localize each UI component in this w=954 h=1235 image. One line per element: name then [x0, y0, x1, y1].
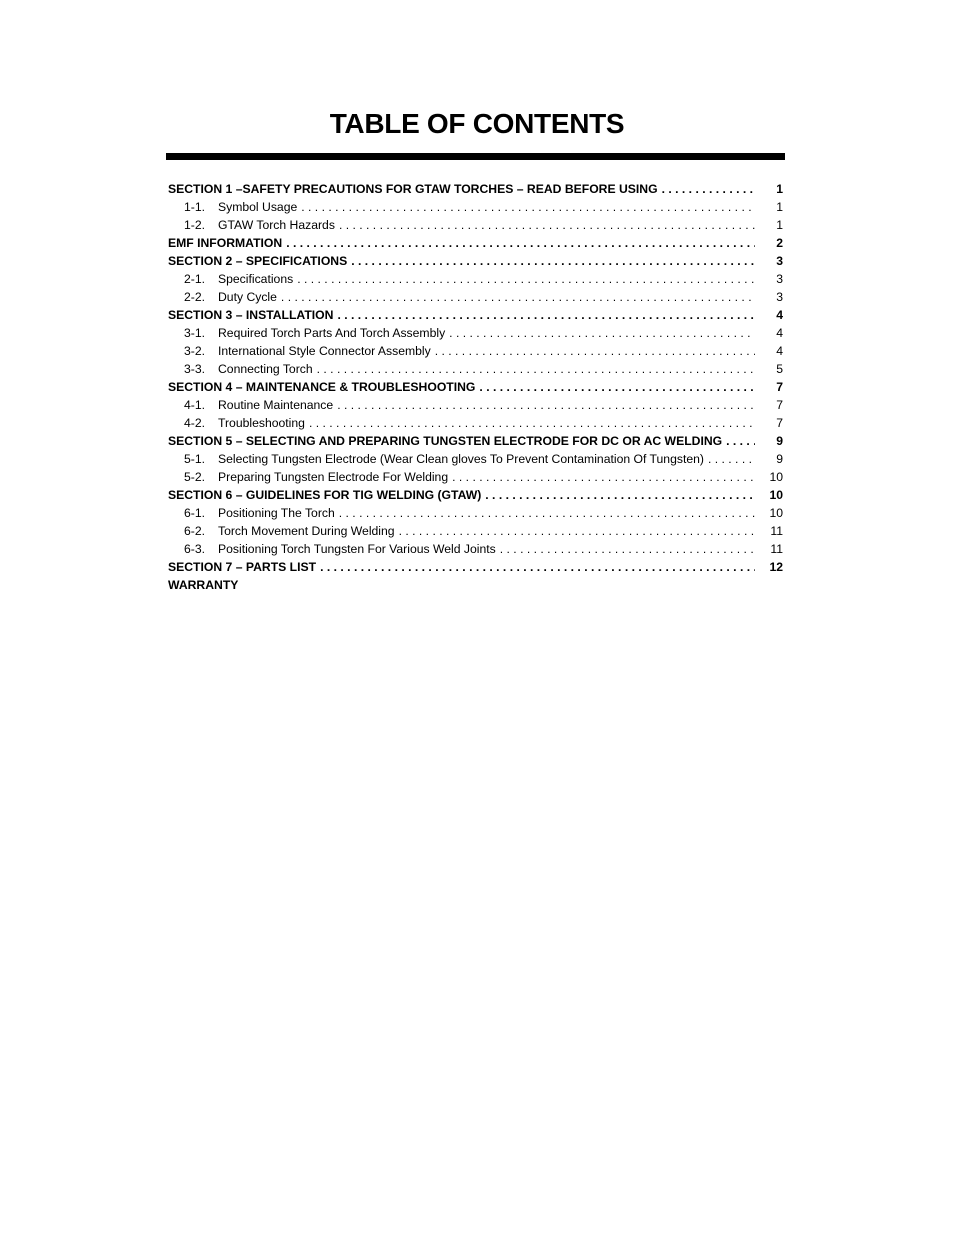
- toc-entry-number: 1-2.: [184, 218, 206, 232]
- toc-entry-label: Specifications: [218, 272, 294, 286]
- toc-entry-label: SECTION 2 – SPECIFICATIONS: [168, 254, 348, 268]
- toc-subsection-entry[interactable]: [168, 342, 783, 360]
- toc-page-number: 12: [769, 560, 783, 574]
- toc-entry-number: 2-2.: [184, 290, 206, 304]
- toc-subsection-entry[interactable]: [168, 198, 783, 216]
- toc-entry-number: 6-1.: [184, 506, 206, 520]
- toc-entry-number: 2-1.: [184, 272, 206, 286]
- toc-dot-leader: [662, 180, 755, 198]
- toc-entry-label: SECTION 4 – MAINTENANCE & TROUBLESHOOTING: [168, 380, 476, 394]
- page-title: TABLE OF CONTENTS: [329, 108, 625, 139]
- toc-entry-label: Connecting Torch: [218, 362, 313, 376]
- toc-entry-label: Positioning Torch Tungsten For Various Weld Joints: [218, 542, 496, 556]
- title-divider: [166, 153, 785, 160]
- toc-dot-leader: [708, 450, 755, 468]
- toc-section-entry[interactable]: [168, 234, 783, 252]
- toc-subsection-entry[interactable]: [168, 522, 783, 540]
- toc-subsection-entry[interactable]: [168, 360, 783, 378]
- toc-entry-number: 6-2.: [184, 524, 206, 538]
- toc-dot-leader: [500, 540, 755, 558]
- toc-dot-leader: [399, 522, 755, 540]
- toc-entry-number: 3-2.: [184, 344, 206, 358]
- toc-subsection-entry[interactable]: [168, 540, 783, 558]
- toc-page-number: 4: [776, 344, 783, 358]
- toc-entry-label: SECTION 5 – SELECTING AND PREPARING TUNGSTEN ELECTRODE FOR DC OR AC WELDING: [168, 434, 723, 448]
- toc-subsection-entry[interactable]: [168, 414, 783, 432]
- toc-page-number: 10: [769, 506, 783, 520]
- toc-dot-leader: [317, 360, 755, 378]
- toc-entry-label: Routine Maintenance: [218, 398, 334, 412]
- toc-entry-label: WARRANTY: [168, 578, 239, 592]
- toc-dot-leader: [301, 198, 755, 216]
- toc-subsection-entry[interactable]: [168, 450, 783, 468]
- table-of-contents: [168, 180, 783, 594]
- toc-dot-leader: [449, 324, 755, 342]
- toc-entry-label: International Style Connector Assembly: [218, 344, 431, 358]
- toc-page-number: 1: [776, 218, 783, 232]
- toc-page-number: 7: [776, 416, 783, 430]
- toc-page-number: 1: [776, 182, 783, 196]
- toc-entry-label: GTAW Torch Hazards: [218, 218, 335, 232]
- toc-dot-leader: [339, 504, 755, 522]
- toc-dot-leader: [337, 396, 755, 414]
- toc-entry-number: 4-1.: [184, 398, 206, 412]
- toc-entry-number: 1-1.: [184, 200, 206, 214]
- toc-dot-leader: [435, 342, 755, 360]
- toc-dot-leader: [452, 468, 755, 486]
- toc-entry-label: Required Torch Parts And Torch Assembly: [218, 326, 446, 340]
- toc-dot-leader: [337, 306, 755, 324]
- toc-section-entry[interactable]: [168, 432, 783, 450]
- toc-entry-number: 5-2.: [184, 470, 206, 484]
- toc-subsection-entry[interactable]: [168, 504, 783, 522]
- toc-dot-leader: [297, 270, 755, 288]
- toc-section-entry[interactable]: [168, 378, 783, 396]
- toc-dot-leader: [286, 234, 755, 252]
- toc-page-number: 5: [776, 362, 783, 376]
- toc-page-number: 9: [776, 434, 783, 448]
- toc-subsection-entry[interactable]: [168, 468, 783, 486]
- toc-entry-label: Positioning The Torch: [218, 506, 335, 520]
- toc-subsection-entry[interactable]: [168, 396, 783, 414]
- toc-entry-label: Preparing Tungsten Electrode For Welding: [218, 470, 449, 484]
- toc-dot-leader: [726, 432, 755, 450]
- toc-page-number: 4: [776, 308, 783, 322]
- toc-page-number: 10: [769, 470, 783, 484]
- toc-section-entry[interactable]: [168, 576, 783, 594]
- toc-section-entry[interactable]: [168, 180, 783, 198]
- toc-section-entry[interactable]: [168, 558, 783, 576]
- toc-entry-label: SECTION 1 –SAFETY PRECAUTIONS FOR GTAW TORCHES – READ BEFORE USING: [168, 182, 658, 196]
- toc-dot-leader: [320, 558, 755, 576]
- toc-entry-label: Symbol Usage: [218, 200, 298, 214]
- toc-dot-leader: [485, 486, 755, 504]
- toc-entry-label: Troubleshooting: [218, 416, 305, 430]
- toc-dot-leader: [351, 252, 755, 270]
- toc-page-number: 10: [769, 488, 783, 502]
- toc-section-entry[interactable]: [168, 252, 783, 270]
- toc-dot-leader: [339, 216, 755, 234]
- toc-section-entry[interactable]: [168, 486, 783, 504]
- toc-page-number: 11: [770, 524, 783, 538]
- toc-subsection-entry[interactable]: [168, 288, 783, 306]
- toc-entry-label: Duty Cycle: [218, 290, 277, 304]
- toc-subsection-entry[interactable]: [168, 324, 783, 342]
- toc-subsection-entry[interactable]: [168, 270, 783, 288]
- toc-page-number: 7: [776, 398, 783, 412]
- toc-page-number: 2: [776, 236, 783, 250]
- toc-entry-label: SECTION 3 – INSTALLATION: [168, 308, 334, 322]
- toc-entry-label: SECTION 6 – GUIDELINES FOR TIG WELDING (GTAW): [168, 488, 482, 502]
- toc-entry-label: Selecting Tungsten Electrode (Wear Clean gloves To Prevent Contamination Of Tungsten): [218, 452, 704, 466]
- toc-dot-leader: [281, 288, 755, 306]
- toc-entry-number: 4-2.: [184, 416, 206, 430]
- toc-entry-label: Torch Movement During Welding: [218, 524, 395, 538]
- toc-entry-number: 3-1.: [184, 326, 206, 340]
- toc-page-number: 4: [776, 326, 783, 340]
- toc-page-number: 7: [776, 380, 783, 394]
- toc-section-entry[interactable]: [168, 306, 783, 324]
- toc-entry-number: 3-3.: [184, 362, 206, 376]
- toc-entry-label: SECTION 7 – PARTS LIST: [168, 560, 317, 574]
- toc-entry-number: 6-3.: [184, 542, 206, 556]
- toc-page-number: 3: [776, 290, 783, 304]
- toc-entry-number: 5-1.: [184, 452, 206, 466]
- toc-subsection-entry[interactable]: [168, 216, 783, 234]
- toc-page-number: 3: [776, 254, 783, 268]
- toc-page-number: 9: [776, 452, 783, 466]
- toc-dot-leader: [479, 378, 755, 396]
- toc-page-number: 1: [776, 200, 783, 214]
- toc-entry-label: EMF INFORMATION: [168, 236, 283, 250]
- toc-page-number: 3: [776, 272, 783, 286]
- toc-page-number: 11: [770, 542, 783, 556]
- toc-dot-leader: [309, 414, 755, 432]
